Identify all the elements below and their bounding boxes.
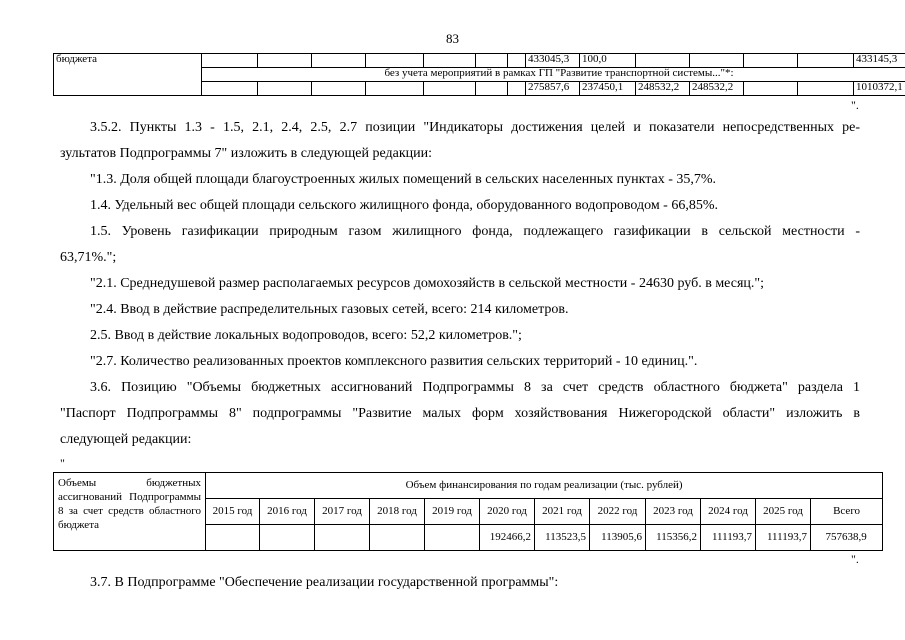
opening-quote: "	[60, 456, 65, 470]
paragraph: 3.5.2. Пункты 1.3 - 1.5, 2.1, 2.4, 2.5, 2.7 позиции "Индикаторы достижения целей и показатели непосредственных ре-	[90, 120, 860, 135]
table-cell	[202, 82, 258, 96]
column-header: 2017 год	[315, 499, 370, 525]
table-cell	[476, 82, 508, 96]
table-cell-total: 433145,3	[854, 54, 905, 68]
table-cell	[370, 525, 425, 551]
table-cell: 237450,1	[580, 82, 636, 96]
table-cell-total: 757638,9	[811, 525, 883, 551]
table-cell	[260, 525, 315, 551]
paragraph: следующей редакции:	[60, 432, 192, 447]
table-cell	[315, 525, 370, 551]
paragraph: "1.3. Доля общей площади благоустроенных жилых помещений в сельских населенных пунктах - 35,7%.	[90, 172, 717, 187]
closing-quote: ".	[851, 98, 859, 112]
column-header: 2025 год	[756, 499, 811, 525]
table-cell: 433045,3	[526, 54, 580, 68]
paragraph: 1.5. Уровень газификации природным газом жилищного фонда, подлежащего газификации в сельской местности -	[90, 224, 860, 239]
table-cell: 248532,2	[636, 82, 690, 96]
table-cell: 275857,6	[526, 82, 580, 96]
paragraph: "2.1. Среднедушевой размер располагаемых ресурсов домохозяйств в сельской местности - 24630 руб. в месяц.";	[90, 276, 764, 291]
table-cell: 248532,2	[690, 82, 744, 96]
table-cell	[206, 525, 260, 551]
table-cell: 111193,7	[701, 525, 756, 551]
paragraph: 3.6. Позицию "Объемы бюджетных ассигнований Подпрограммы 8 за счет средств областного бюджета" раздела 1	[90, 380, 860, 395]
table-cell	[476, 54, 508, 68]
table-cell: 111193,7	[756, 525, 811, 551]
column-header: 2016 год	[260, 499, 315, 525]
column-header: 2020 год	[480, 499, 535, 525]
table-cell	[258, 82, 312, 96]
paragraph: 3.7. В Подпрограмме "Обеспечение реализации государственной программы":	[90, 575, 559, 590]
column-header: Всего	[811, 499, 883, 525]
table-cell: 100,0	[580, 54, 636, 68]
paragraph: "2.7. Количество реализованных проектов комплексного развития сельских территорий - 10 единиц.".	[90, 354, 698, 369]
table-cell	[508, 82, 526, 96]
table-cell	[798, 82, 854, 96]
table-cell	[366, 54, 424, 68]
table-cell	[424, 82, 476, 96]
column-header: 2021 год	[535, 499, 590, 525]
page-number: 83	[446, 31, 459, 46]
table-cell	[366, 82, 424, 96]
column-header: 2024 год	[701, 499, 756, 525]
budget-table-fragment	[53, 53, 905, 96]
table-cell	[636, 54, 690, 68]
row-label: Объемы бюджетных ассигнований Подпрограммы 8 за счет средств областного бюджета	[54, 473, 206, 551]
table-cell	[744, 54, 798, 68]
row-label: бюджета	[54, 54, 202, 96]
paragraph: 2.5. Ввод в действие локальных водопроводов, всего: 52,2 километров.";	[90, 328, 522, 343]
financing-table	[53, 472, 883, 551]
table-cell-total: 1010372,1	[854, 82, 905, 96]
table-cell: 113523,5	[535, 525, 590, 551]
table-cell	[425, 525, 480, 551]
table-note: без учета мероприятий в рамках ГП "Развитие транспортной системы..."*:	[202, 68, 905, 82]
column-header: 2018 год	[370, 499, 425, 525]
paragraph: "2.4. Ввод в действие распределительных газовых сетей, всего: 214 километров.	[90, 302, 569, 317]
paragraph: 1.4. Удельный вес общей площади сельского жилищного фонда, оборудованного водопроводом - 66,85%.	[90, 198, 719, 213]
table-cell	[744, 82, 798, 96]
table-cell	[424, 54, 476, 68]
table-cell	[690, 54, 744, 68]
column-header: 2015 год	[206, 499, 260, 525]
column-header: 2019 год	[425, 499, 480, 525]
paragraph: зультатов Подпрограммы 7" изложить в следующей редакции:	[60, 146, 433, 161]
paragraph: 63,71%.";	[60, 250, 117, 265]
table-cell	[798, 54, 854, 68]
table-row	[54, 54, 905, 68]
column-header: 2023 год	[646, 499, 701, 525]
column-header: 2022 год	[590, 499, 646, 525]
paragraph: "Паспорт Подпрограммы 8" подпрограммы "Развитие малых форм хозяйствования Нижегородской области" изложить в	[60, 406, 860, 421]
table-cell: 115356,2	[646, 525, 701, 551]
table-cell	[312, 82, 366, 96]
table-cell	[312, 54, 366, 68]
table-header: Объем финансирования по годам реализации (тыс. рублей)	[206, 473, 883, 499]
table-cell: 113905,6	[590, 525, 646, 551]
table-cell	[508, 54, 526, 68]
table-cell	[258, 54, 312, 68]
table-row	[54, 473, 883, 499]
table-cell	[202, 54, 258, 68]
table-cell: 192466,2	[480, 525, 535, 551]
closing-quote: ".	[851, 552, 859, 566]
